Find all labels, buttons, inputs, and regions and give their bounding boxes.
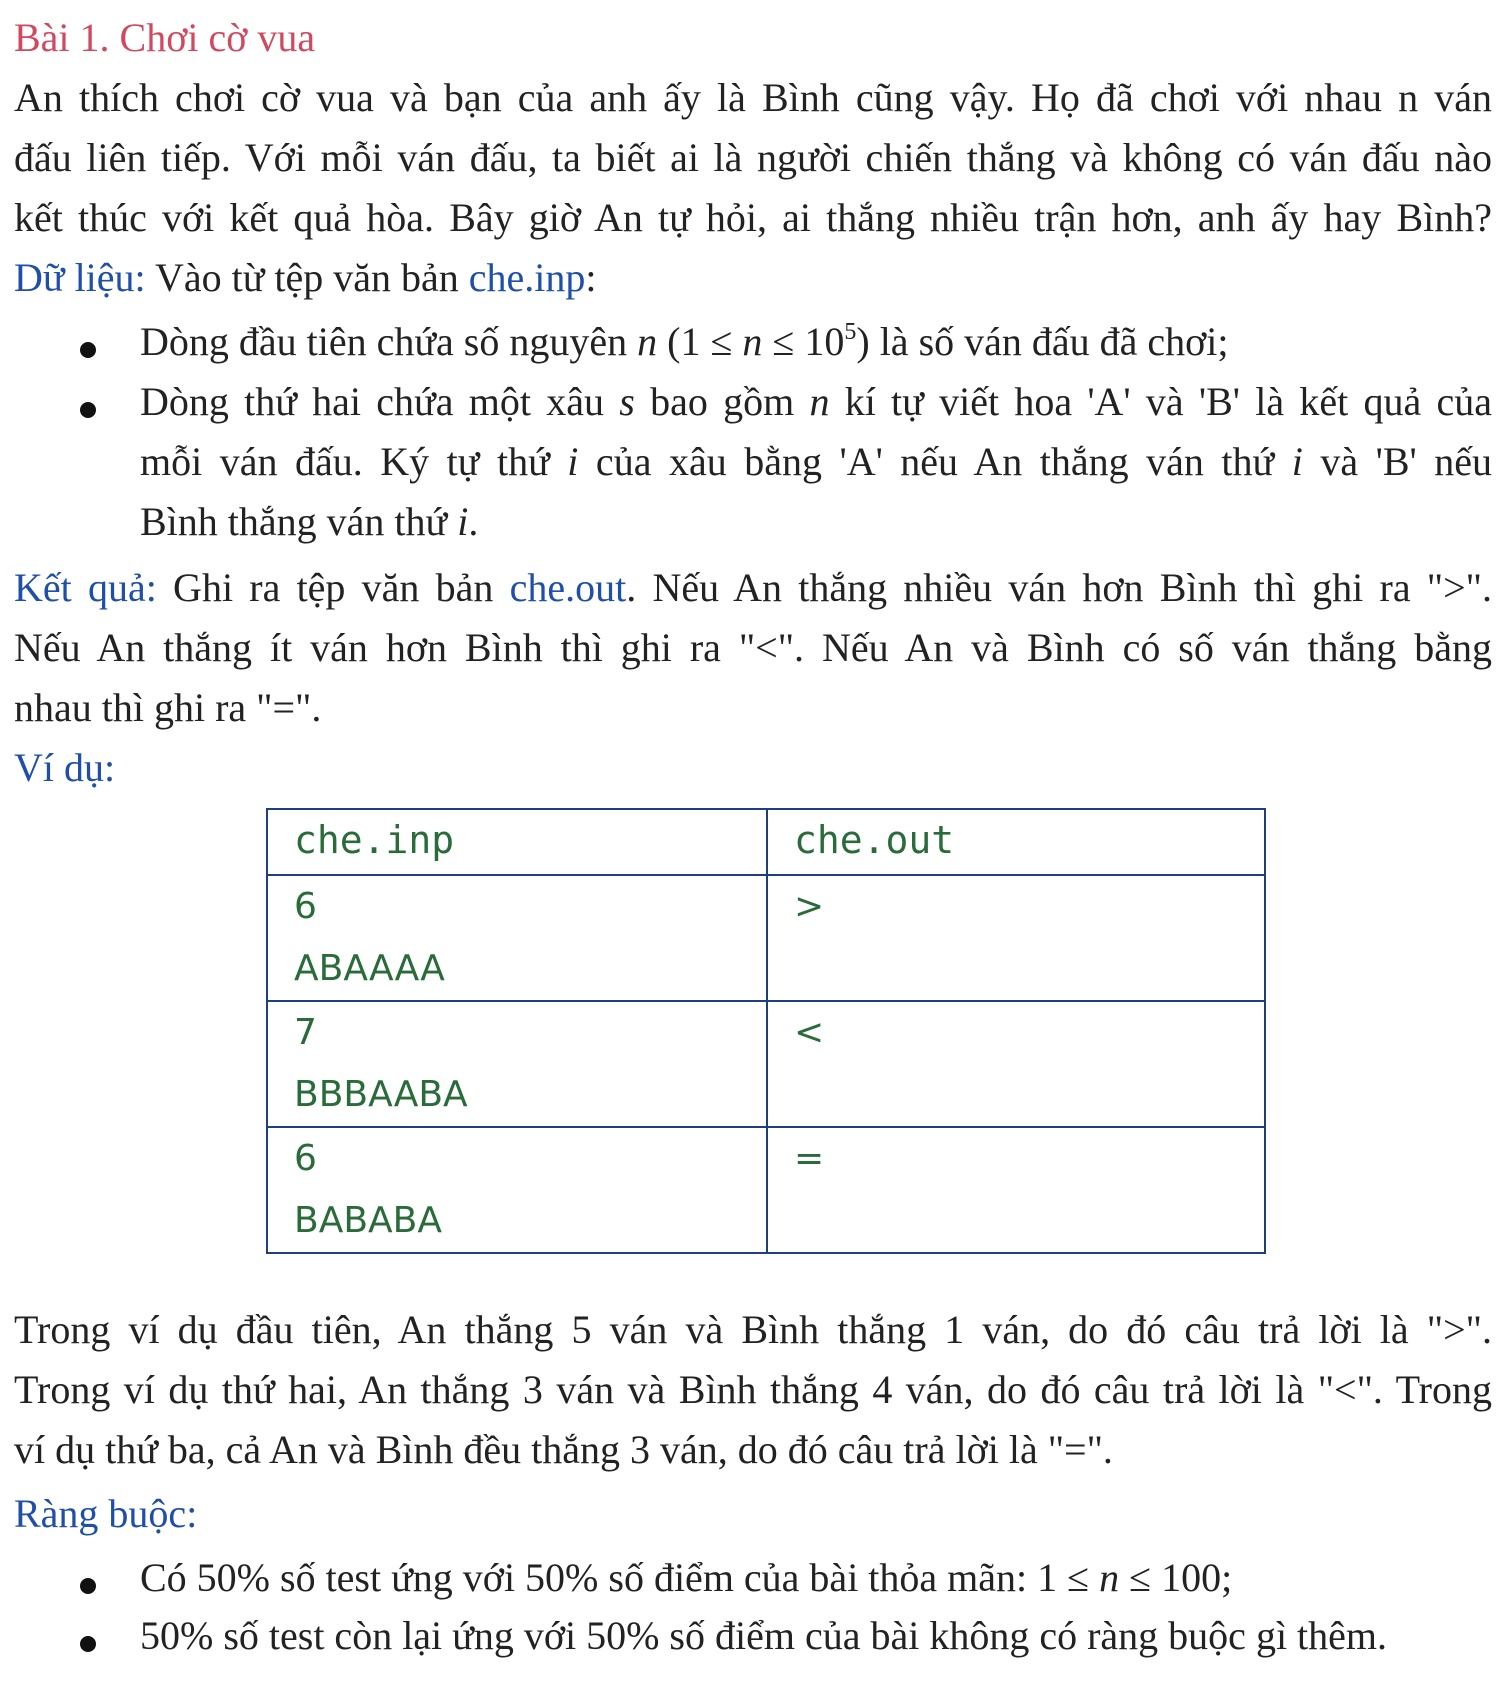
output-section-label: Kết quả: (14, 565, 157, 610)
math-var-s: s (619, 379, 635, 424)
math-var-i: i (1291, 439, 1303, 484)
math-var-i: i (457, 499, 469, 544)
input-value: 6 (294, 1138, 317, 1179)
bullet-icon (80, 342, 96, 358)
table-row (267, 1127, 1265, 1253)
input-bullet-1 (140, 312, 1492, 372)
bullet-icon (80, 1578, 96, 1594)
input-file-name: che.inp (468, 255, 586, 300)
text-segment: . (468, 499, 479, 544)
bullet-icon (80, 402, 96, 418)
table-header-row (267, 809, 1265, 875)
input-bullet-1-end: ) là số ván đấu đã chơi; (856, 319, 1229, 364)
output-section-line-1 (14, 558, 1492, 618)
input-section-line (14, 248, 1492, 308)
explanation-line-1: Trong ví dụ đầu tiên, An thắng 5 ván và Bình thắng 1 ván, do đó câu trả lời là ">". (14, 1307, 1492, 1352)
text-segment: và 'B' nếu (1302, 439, 1492, 484)
table-header-output (767, 809, 1265, 875)
input-section-label: Dữ liệu: (14, 255, 146, 300)
problem-title: Bài 1. Chơi cờ vua (14, 15, 316, 60)
output-section-text: Ghi ra tệp văn bản (156, 565, 510, 610)
constraint-1-text: Có 50% số test ứng với 50% số điểm của bài thỏa mãn: 1 ≤ (140, 1555, 1100, 1600)
table-row (267, 1001, 1265, 1127)
table-row (267, 875, 1265, 1001)
input-bullet-2-line-1 (140, 372, 1492, 432)
output-value: > (794, 886, 825, 927)
output-section-line-2: Nếu An thắng ít ván hơn Bình thì ghi ra "<". Nếu An và Bình có số ván thắng bằng (14, 625, 1492, 670)
input-cell (267, 875, 767, 1001)
math-var-n: n (637, 319, 658, 364)
input-bullet-2-line-2 (140, 432, 1492, 492)
example-table (266, 808, 1266, 1254)
text-segment: bao gồm (634, 379, 810, 424)
input-value: BABABA (294, 1200, 442, 1241)
input-section-text: Vào từ tệp văn bản (145, 255, 469, 300)
constraint-1 (140, 1548, 1492, 1608)
intro-line-2: đấu liên tiếp. Với mỗi ván đấu, ta biết ai là người chiến thắng và không có ván đấu nào (14, 135, 1492, 180)
input-cell (267, 1001, 767, 1127)
table-header-input (267, 809, 767, 875)
text-segment: Dòng thứ hai chứa một xâu (140, 379, 620, 424)
input-bullet-2-line-3 (140, 492, 1492, 552)
constraints-label: Ràng buộc: (14, 1491, 198, 1536)
intro-line-1: An thích chơi cờ vua và bạn của anh ấy là Bình cũng vậy. Họ đã chơi với nhau n ván (14, 75, 1492, 120)
math-var-n: n (809, 379, 830, 424)
input-bullet-1-text: Dòng đầu tiên chứa số nguyên (140, 319, 638, 364)
input-value: 7 (294, 1012, 317, 1053)
input-value: BBBAABA (294, 1074, 468, 1115)
constraint-2: 50% số test còn lại ứng với 50% số điểm của bài không có ràng buộc gì thêm. (140, 1613, 1388, 1658)
text-segment: kí tự viết hoa 'A' và 'B' là kết quả của (829, 379, 1492, 424)
input-value: ABAAAA (294, 948, 445, 989)
output-value: < (794, 1012, 825, 1053)
input-cell (267, 1127, 767, 1253)
math-range-open: (1 ≤ (657, 319, 743, 364)
math-var-n: n (742, 319, 763, 364)
constraint-1-end: ≤ 100; (1119, 1555, 1233, 1600)
math-range-bound: ≤ 10 (762, 319, 845, 364)
output-file-name: che.out (509, 565, 627, 610)
output-cell (767, 1001, 1265, 1127)
text-segment: mỗi ván đấu. Ký tự thứ (140, 439, 568, 484)
math-var-i: i (567, 439, 579, 484)
math-var-n: n (1099, 1555, 1120, 1600)
input-value: 6 (294, 886, 317, 927)
header-label: che.inp (294, 818, 455, 862)
output-cell (767, 1127, 1265, 1253)
text-segment: Bình thắng ván thứ (140, 499, 458, 544)
header-label: che.out (794, 818, 955, 862)
math-exponent: 5 (844, 319, 857, 345)
explanation-line-3: ví dụ thứ ba, cả An và Bình đều thắng 3 ván, do đó câu trả lời là "=". (14, 1427, 1113, 1472)
output-section-line-3: nhau thì ghi ra "=". (14, 685, 322, 730)
bullet-icon (80, 1636, 96, 1652)
output-value: = (794, 1138, 825, 1179)
example-label: Ví dụ: (14, 745, 116, 790)
intro-line-3: kết thúc với kết quả hòa. Bây giờ An tự hỏi, ai thắng nhiều trận hơn, anh ấy hay Bình? (14, 195, 1492, 240)
explanation-line-2: Trong ví dụ thứ hai, An thắng 3 ván và Bình thắng 4 ván, do đó câu trả lời là "<". Trong (14, 1367, 1492, 1412)
input-section-colon: : (585, 255, 597, 300)
text-segment: của xâu bằng 'A' nếu An thắng ván thứ (578, 439, 1292, 484)
output-section-text: . Nếu An thắng nhiều ván hơn Bình thì ghi ra ">". (626, 565, 1493, 610)
output-cell (767, 875, 1265, 1001)
